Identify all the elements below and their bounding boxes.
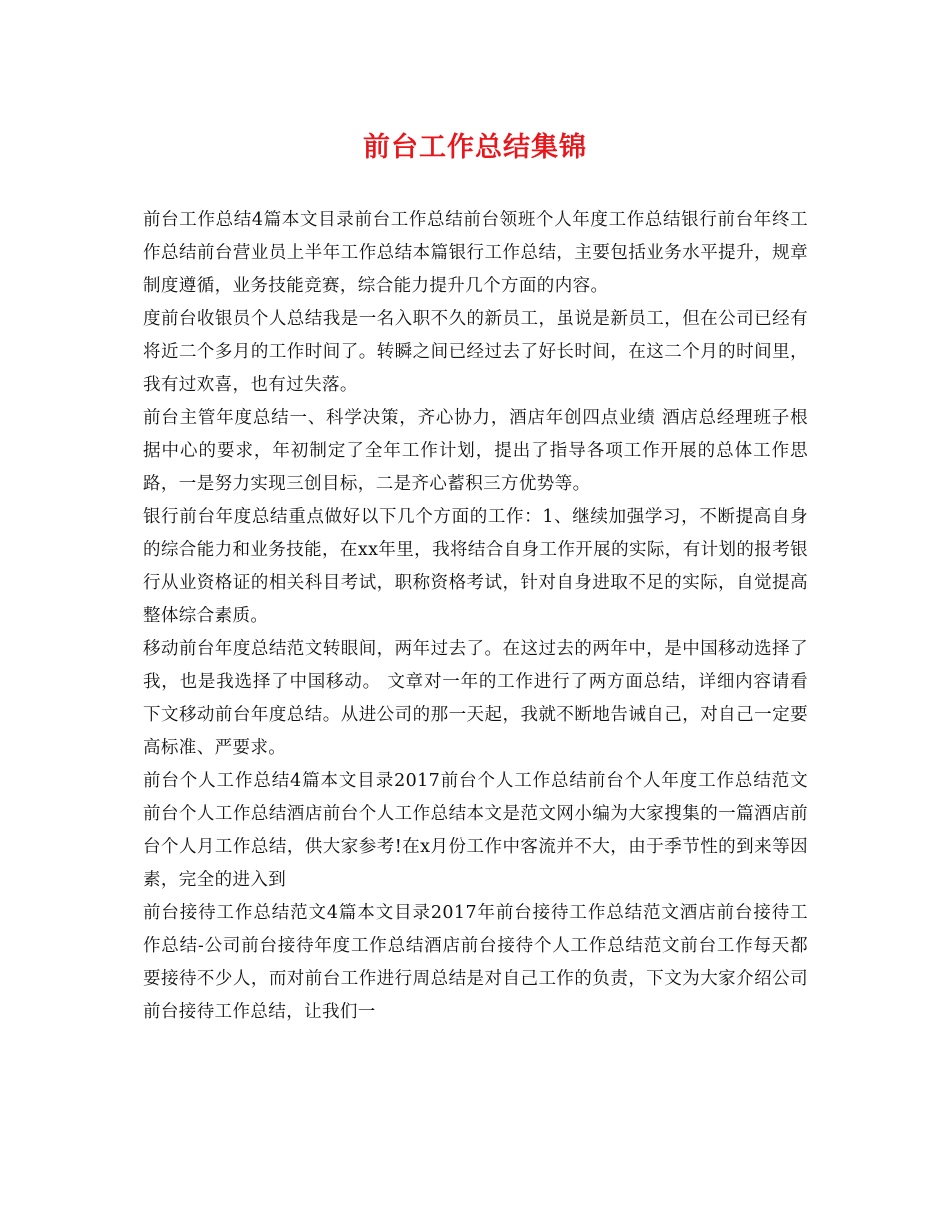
document-title: 前台工作总结集锦 xyxy=(363,132,587,163)
paragraph-1: 前台工作总结4篇本文目录前台工作总结前台领班个人年度工作总结银行前台年终工作总结前台营业员上半年工作总结本篇银行工作总结，主要包括业务水平提升，规章制度遵循，业务技能竞赛，综合能力提升几个方面的内容。 xyxy=(143,210,808,296)
paragraph-2: 度前台收银员个人总结我是一名入职不久的新员工，虽说是新员工，但在公司已经有将近二个多月的工作时间了。转瞬之间已经过去了好长时间，在这二个月的时间里，我有过欢喜，也有过失落。 xyxy=(143,309,808,395)
paragraph-3: 前台主管年度总结一、科学决策，齐心协力，酒店年创四点业绩 酒店总经理班子根据中心的要求，年初制定了全年工作计划，提出了指导各项工作开展的总体工作思路，一是努力实现三创目标，二是齐心蓄积三方优势等。 xyxy=(143,408,808,494)
paragraph-6: 前台个人工作总结4篇本文目录2017前台个人工作总结前台个人年度工作总结范文前台个人工作总结酒店前台个人工作总结本文是范文网小编为大家搜集的一篇酒店前台个人月工作总结，供大家参考!在x月份工作中客流并不大，由于季节性的到来等因素，完全的进入到 xyxy=(143,771,808,890)
document-body xyxy=(143,204,808,1029)
paragraph-5: 移动前台年度总结范文转眼间，两年过去了。在这过去的两年中，是中国移动选择了我，也是我选择了中国移动。 文章对一年的工作进行了两方面总结，详细内容请看下文移动前台年度总结。从进公司的那一天起，我就不断地告诫自己，对自己一定要高标准、严要求。 xyxy=(143,639,808,758)
paragraph-7: 前台接待工作总结范文4篇本文目录2017年前台接待工作总结范文酒店前台接待工作总结-公司前台接待年度工作总结酒店前台接待个人工作总结范文前台工作每天都要接待不少人，而对前台工作进行周总结是对自己工作的负责，下文为大家介绍公司前台接待工作总结，让我们一 xyxy=(143,903,808,1022)
paragraph-4: 银行前台年度总结重点做好以下几个方面的工作：1、继续加强学习，不断提高自身的综合能力和业务技能，在xx年里，我将结合自身工作开展的实际，有计划的报考银行从业资格证的相关科目考试，职称资格考试，针对自身进取不足的实际，自觉提高整体综合素质。 xyxy=(143,507,808,626)
